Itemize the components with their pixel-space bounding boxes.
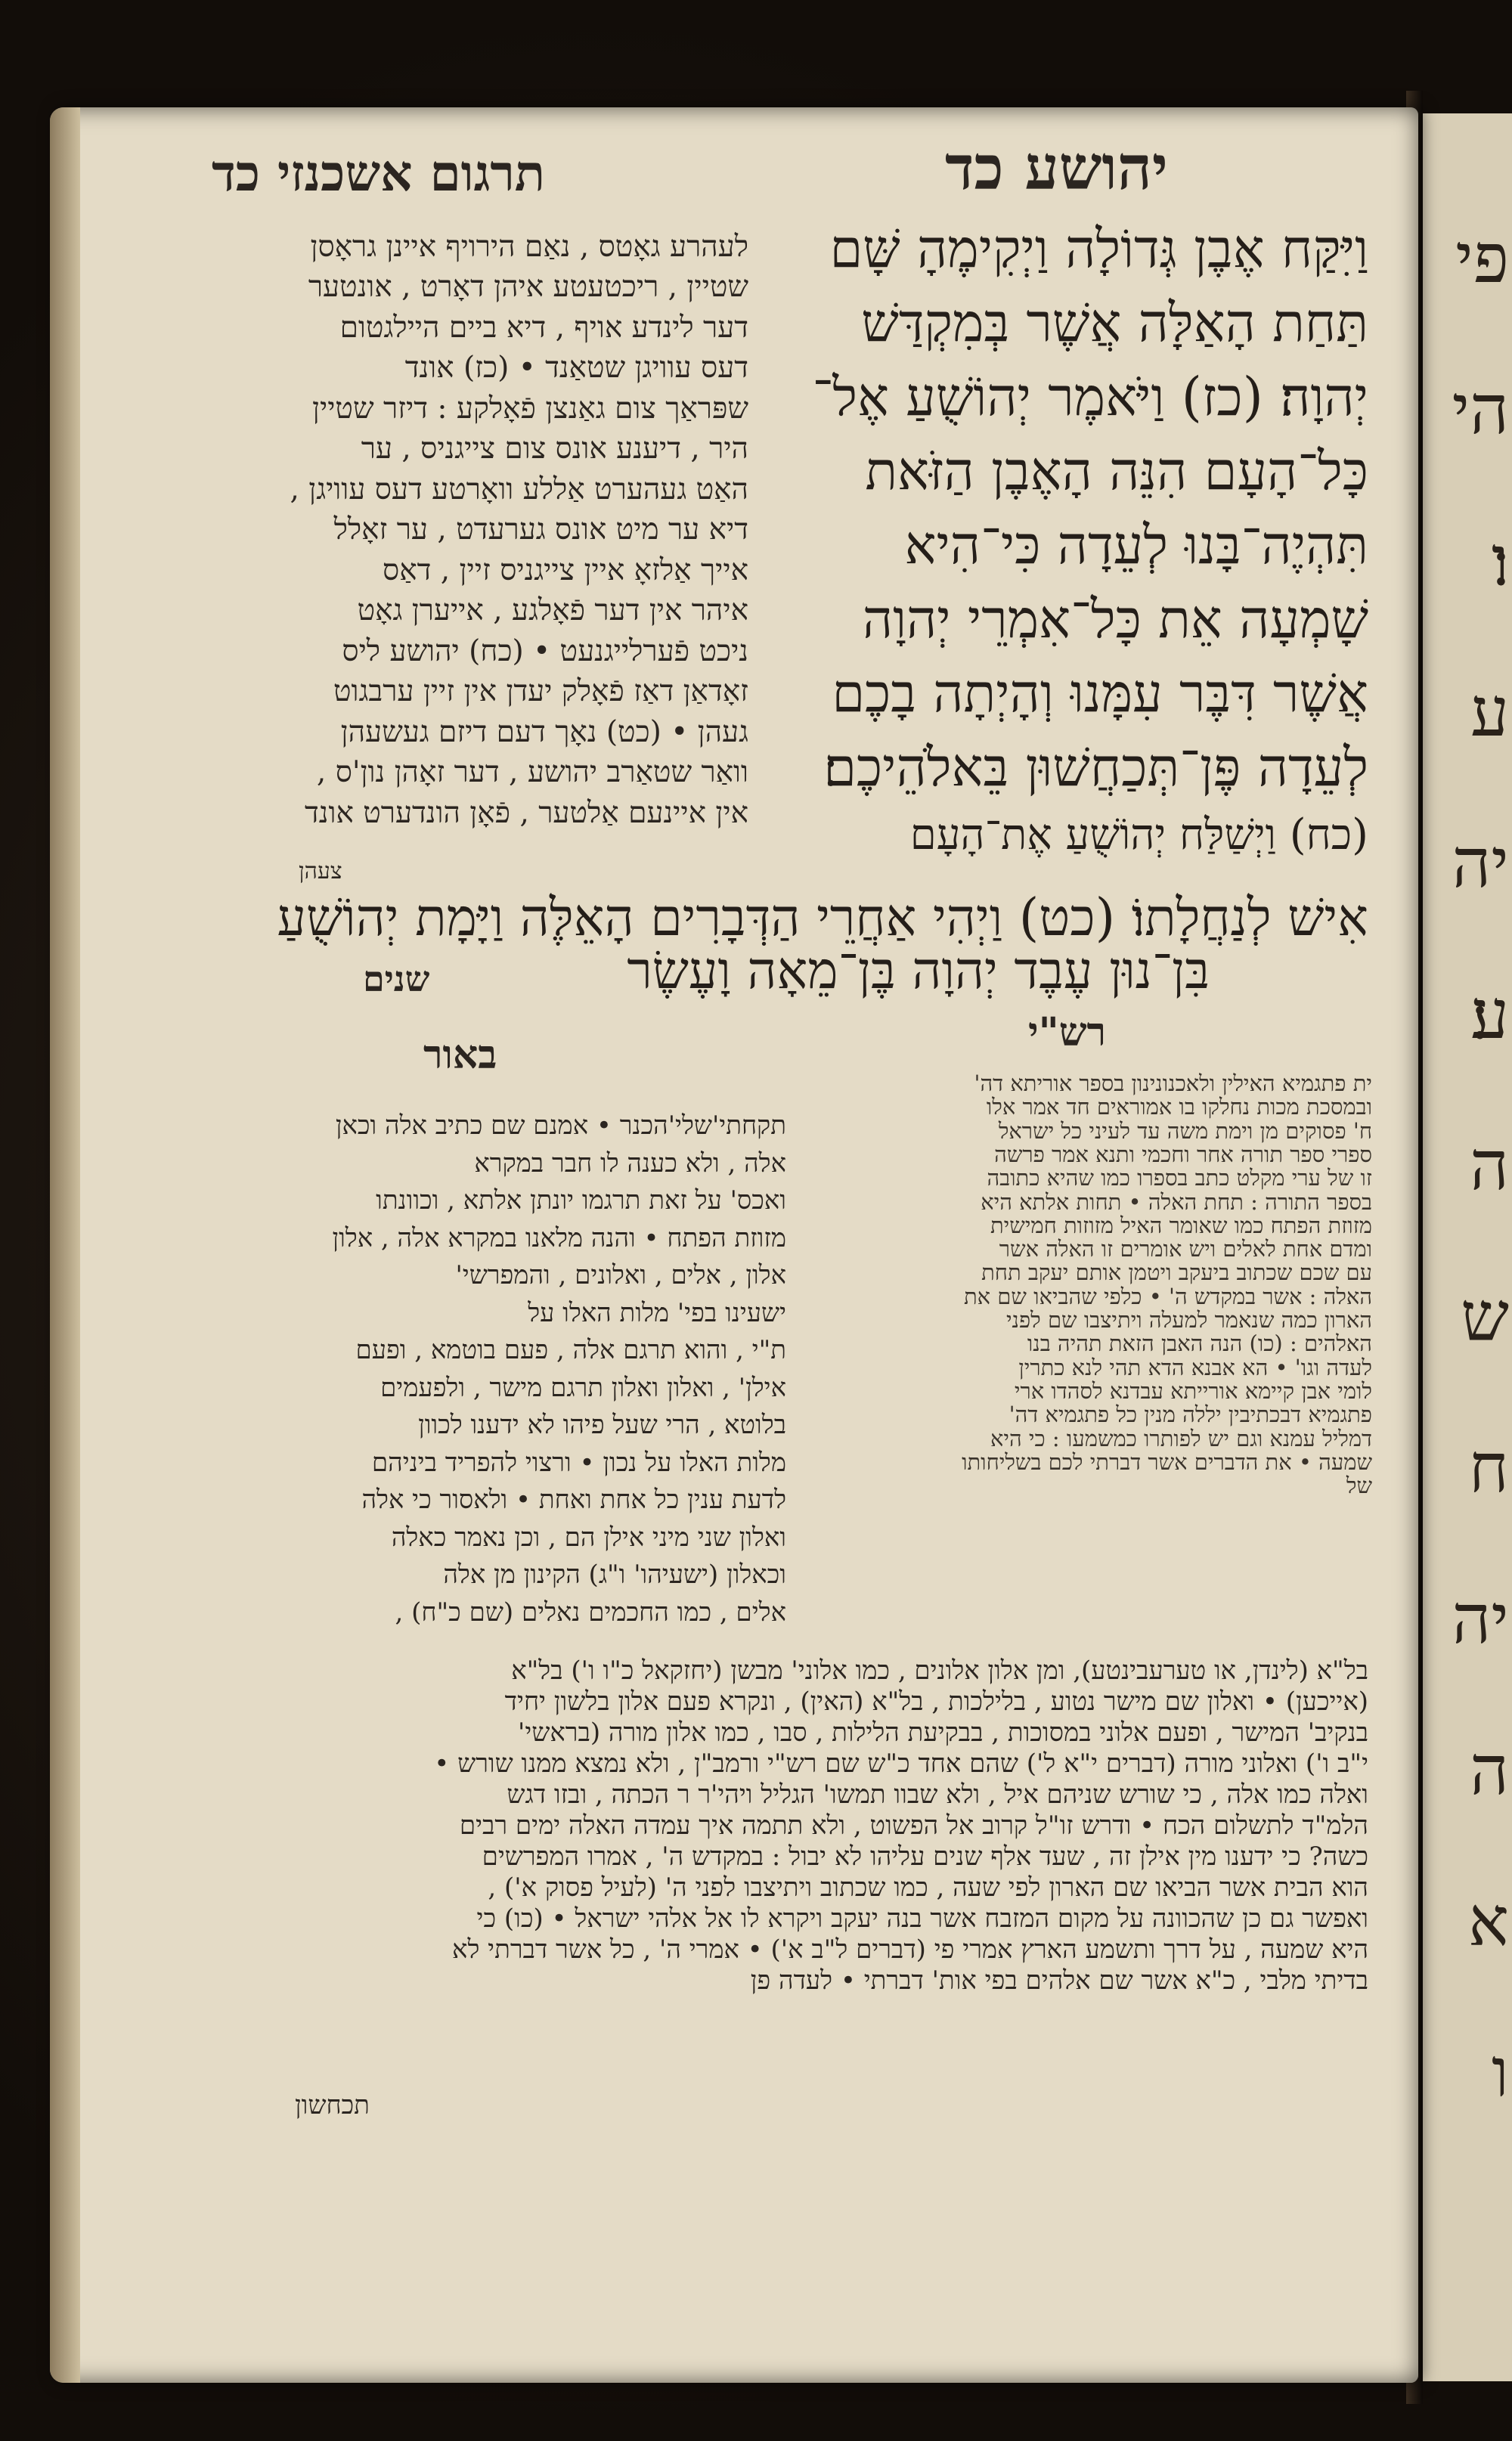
facing-page-glyph: ח xyxy=(1468,1429,1509,1508)
page-edge xyxy=(50,107,80,2383)
rashiCol-line: ובמסכת מכות נחלקו בו אמוראים חד אמר אלו xyxy=(986,1095,1372,1120)
hebrew-verse-line: וַיִּקַּח אֶבֶן גְּדוֹלָה וַיְקִימֶהָ שָּׁם xyxy=(829,218,1368,280)
biurCol-line: ואלון שני מיני אילן הם , וכן נאמר כאלה xyxy=(391,1522,786,1553)
footCol-line: בל"א (לינדן, או טערעבינטע), ומן אלון אלונים , כמו אלוני' מבשן (יחזקאל כ"ו ו') בל"א xyxy=(511,1656,1368,1686)
biurCol-line: מלות האלו על נכון • ורצוי להפריד ביניהם xyxy=(371,1447,786,1478)
footCol-line: היא שמעה , על דרך ותשמע הארץ אמרי פי (דברים ל"ב א') • אמרי ה' , כל אשר דברתי לא xyxy=(452,1935,1368,1965)
biurCol-line: אלון , אלים , ואלונים , והמפרשי' xyxy=(455,1260,786,1290)
hebrew-verse-line: תַּחַת הָאַלָּה אֲשֶׁר בְּמִקְדַּשׁ xyxy=(861,292,1368,354)
hebrew-verse-line: תִּהְיֶה־בָּנוּ לְעֵדָה כִּי־הִיא xyxy=(904,514,1368,576)
rashiCol-line: ח' פסוקים מן וימת משה עד לעיני כל ישראל xyxy=(998,1119,1372,1143)
rashiCol-line: פתגמיא דבכתיבין יללה מנין כל פתגמיא דה' xyxy=(1009,1403,1372,1427)
rashiCol-line: בספר התורה : תחת האלה • תחות אלתא היא xyxy=(981,1190,1372,1214)
facing-page-glyph: יה xyxy=(1452,824,1509,903)
targum-line: לעהרע גאָטס , נאַם הירויף איינן גראָסן xyxy=(310,230,748,264)
targum-line: איהר אין דער פֿאָלגע , אייערן גאָט xyxy=(357,593,748,627)
rashiCol-line: מזוזת הפתח כמו שאומר האיל מזוזות חמישית xyxy=(990,1213,1372,1238)
biurCol-line: אלים , כמו החכמים נאלים (שם כ"ח) , xyxy=(395,1597,786,1628)
biurCol-line: בלוטא , הרי שעל פיהו לא ידענו לכוון xyxy=(418,1410,786,1440)
hebrew-verse-wide-line: אִישׁ לְנַחֲלָתוֹ׃ (כט) וַיְהִי אַחֲרֵי הַדְּבָרִים הָאֵלֶּה וַיָּמָת יְהוֹשֻׁעַ xyxy=(277,888,1368,948)
footCol-line: (אייכען) • ואלון שם מישר נטוע , בלילכות , בל"א (האין) , ונקרא פעם אלון בלשון יחיד xyxy=(504,1687,1368,1717)
targum-line: דער לינדע אויף , דיא ביים היילגטום xyxy=(339,311,748,345)
footCol-line: כשה? כי ידענו מין אילן זה , שעד אלף שנים עליהו לא יבול : במקדש ה' , אמרו המפרשים xyxy=(482,1842,1368,1872)
biur-heading: באור xyxy=(423,1032,497,1078)
hebrew-verse-line: יְהוָה׃ (כז) וַיֹּאמֶר יְהוֹשֻׁעַ אֶל־ xyxy=(812,366,1368,428)
hebrew-verse-line: כָּל־הָעָם הִנֵּה הָאֶבֶן הַזֹּאת xyxy=(865,440,1368,502)
facing-page-glyph: ה xyxy=(1470,1731,1509,1811)
hebrew-verse-line: שָׁמְעָה אֵת כָּל־אִמְרֵי יְהוָה xyxy=(862,588,1368,650)
biurCol-line: לדעת ענין כל אחת ואחת • ולאסור כי אלה xyxy=(361,1485,786,1515)
facing-page-glyph: ו׃ xyxy=(1491,522,1509,601)
footCol-line: י"ב ו') ואלוני מורה (דברים י"א ל') שהם אחד כ"ש שם רש"י ורמב"ן , ולא נמצא ממנו שורש • xyxy=(434,1749,1368,1779)
rashiCol-line: ומדם אחת לאלים ויש אומרים זו האלה אשר xyxy=(999,1238,1372,1262)
rashiCol-line: של xyxy=(1346,1474,1372,1498)
targum-line: וואַר שטאַרב יהושע , דער זאָהן נון'ס , xyxy=(316,755,748,789)
rashiCol-line: שמעה • את הדברים אשר דברתי לכם בשליחותו xyxy=(962,1450,1372,1475)
targum-line: דיא ער מיט אונס גערעדט , ער זאָלל xyxy=(333,513,748,547)
targum-line: שפּראַך צום גאַנצן פֿאָלקע : דיזר שטיין xyxy=(312,392,748,426)
biurCol-line: ת"י , והוא תרגם אלה , פעם בוטמא , ופעם xyxy=(355,1335,786,1365)
biurCol-line: ישעינו בפי' מלות האלו על xyxy=(528,1297,786,1328)
rashiCol-line: ית פתגמיא האילין ולאכנונינון בספר אוריתא דה' xyxy=(974,1072,1372,1096)
rashiCol-line: הארון כמה שנאמר למעלה ויתיצבו שם לפני xyxy=(1005,1309,1372,1333)
facing-page-glyph: ו xyxy=(1491,2034,1509,2113)
footCol-line: הוא הבית אשר הביאו שם הארון לפי שעה , כמו שכתוב ויתיצבו לפני ה' (לעיל פסוק א') , xyxy=(488,1873,1368,1903)
targum-catchword: צעהן xyxy=(299,858,342,884)
hebrew-verse-line: לְעֵדָה פֶּן־תְּכַחֲשׁוּן בֵּאלֹהֵיכֶם׃ xyxy=(823,736,1368,798)
catchword-shanim: שנים xyxy=(363,959,430,999)
targum-line: שטיין , ריכטעטע איהן דאָרט , אונטער xyxy=(308,270,748,304)
targum-line: זאָדאַן דאַז פֿאָלק יעדן אין זיין ערבגוט xyxy=(333,674,748,708)
facing-page-glyph: ש xyxy=(1461,1278,1509,1357)
facing-page-glyph: ה xyxy=(1470,1126,1509,1206)
biurCol-line: וכאלון (ישעיהו' ו"ג) הקינון מן אלה xyxy=(443,1560,786,1590)
facing-page-glyph: ע xyxy=(1470,673,1509,752)
biurCol-line: אלה , ולא כענה לו חבר במקרא xyxy=(474,1148,786,1179)
hebrew-verse-line: (כח) וַיְשַׁלַּח יְהוֹשֻׁעַ אֶת־הָעָם xyxy=(909,810,1368,860)
header-left-title: תרגום אשכנזי כד xyxy=(212,144,546,203)
facing-page-glyph: פי xyxy=(1455,219,1509,299)
facing-page-glyph: א xyxy=(1467,1882,1509,1962)
biurCol-line: תקחתי'שלי'הכנר • אמנם שם כתיב אלה וכאן xyxy=(335,1111,786,1141)
rashiCol-line: האלהים : (כו) הנה האבן הזאת תהיה בנו xyxy=(1027,1332,1372,1356)
rashiCol-line: דמליל עמנא וגם יש לפותרו כמשמעו : כי היא xyxy=(990,1426,1372,1451)
rashiCol-line: לעדה וגו' • הא אבנא הדא תהי לנא כתרין xyxy=(1018,1355,1372,1380)
biurCol-line: ואכס' על זאת תרגמו יונתן אלתא , וכוונתו xyxy=(376,1185,786,1216)
rashiCol-line: האלה : אשר במקדש ה' • כלפי שהביאו שם את xyxy=(963,1284,1372,1309)
targum-line: אייך אַלזאָ איין צייגניס זיין , דאַס xyxy=(383,553,748,587)
targum-line: אין איינעם אַלטער , פֿאָן הונדערט אונד xyxy=(305,796,748,830)
footer-catchword: תכחשון xyxy=(295,2090,370,2120)
rashiCol-line: זו של ערי מקלט כתב בספרו כמו שהיא כתובה xyxy=(987,1166,1372,1191)
facing-page-glyph: ע׃ xyxy=(1470,975,1509,1055)
footCol-line: ואפשר גם כן שהכוונה על מקום המזבח אשר בנה יעקב ויקרא לו אל אלהי ישראל • (כו) כי xyxy=(476,1904,1368,1934)
hebrew-verse-wide-line: בִּן־נוּן עֶבֶד יְהוָה בֶּן־מֵאָה וָעֶשֶׂר xyxy=(627,941,1210,1001)
biurCol-line: מזוזת הפתח • והנה מלאנו במקרא אלה , אלון xyxy=(332,1222,786,1253)
rashiCol-line: עם שכם שכתוב ביעקב ויטמן אותם יעקב תחת xyxy=(981,1261,1372,1285)
rashiCol-line: ספרי ספר תורה אחר וחכמי ותנא אמר פרשה xyxy=(994,1142,1372,1167)
targum-line: דעס עוויגן שטאַנד • (כז) אונד xyxy=(404,351,748,385)
targum-line: האַט געהערט אַללע וואָרטע דעס עוויגן , xyxy=(290,472,748,506)
facing-page-glyph: הי xyxy=(1452,370,1509,450)
facing-page-glyph: יה xyxy=(1452,1580,1509,1659)
footCol-line: בנקיב' המישר , ופעם אלוני במסוכות , בבקיעת הלילות , סבו , כמו אלון מורה (בראשי' xyxy=(518,1718,1368,1748)
targum-line: ניכט פֿערלייגנעט • (כח) יהושע ליס xyxy=(342,634,748,668)
footCol-line: הלמ"ד לתשלום הכח • ודרש זו"ל קרוב אל הפשוט , ולא תתמה איך עמדה האלה ימים רבים xyxy=(459,1811,1368,1841)
targum-line: היר , דיענע אונס צום צייגניס , ער xyxy=(361,432,748,466)
header-right-title: יהושע כד xyxy=(945,132,1168,203)
hebrew-verse-line: אֲשֶׁר דִּבֶּר עִמָּנוּ וְהָיְתָה בָכֶם xyxy=(832,662,1368,724)
rashi-heading: רש"י xyxy=(1028,1009,1107,1055)
footCol-line: ואלה כמו אלה , כי שורש שניהם איל , ולא שבוו תמשו' הגליל ויהי'ר ר הכתה , ובזו דגש xyxy=(507,1780,1368,1810)
rashiCol-line: לומי אבן קיימא אורייתא עבדנא לסהדו ארי xyxy=(1014,1379,1372,1404)
biurCol-line: אילן' , ואלון ואלון תרגם מישר , ולפעמים xyxy=(380,1372,786,1403)
targum-line: געהן • (כט) נאָך דעם דיזם געשעהן xyxy=(340,715,748,749)
facing-page-edge xyxy=(1423,113,1512,2381)
footCol-line: בדיתי מלבי , כ"א אשר שם אלהים בפי אות' דברתי • לעדה פן xyxy=(750,1966,1368,1996)
